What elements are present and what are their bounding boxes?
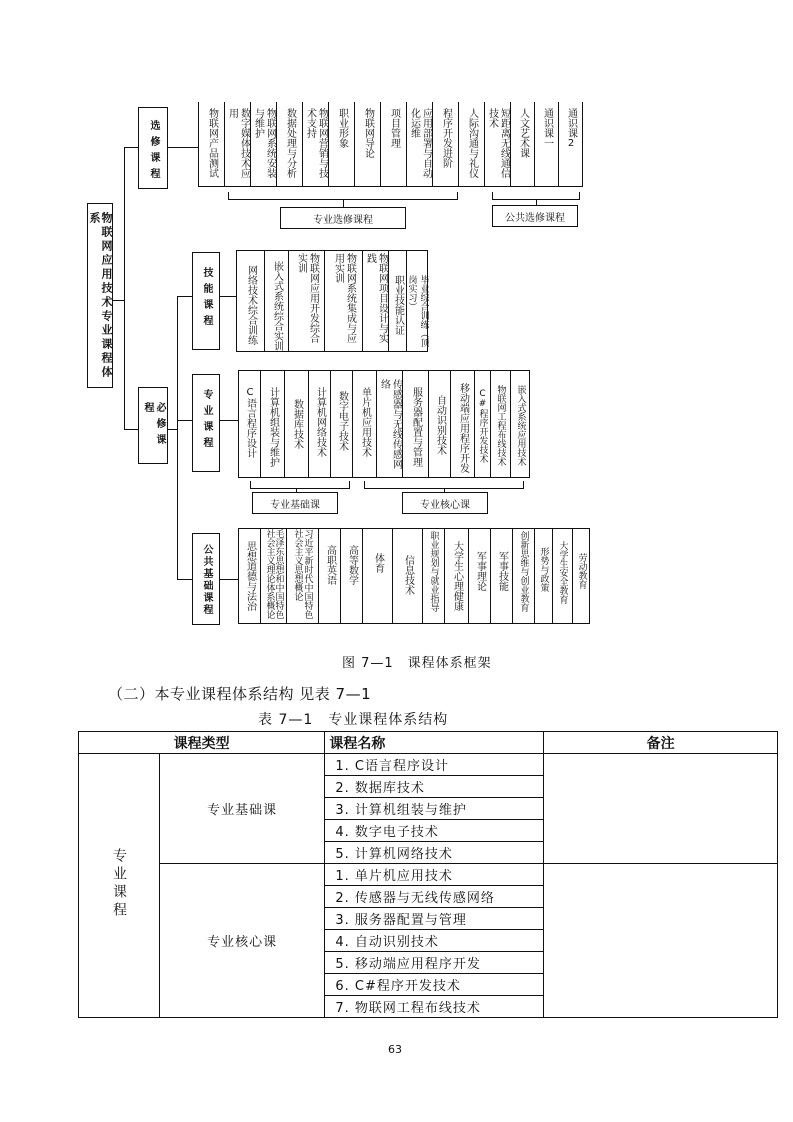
public-course: 毛泽东思想和中国特色社会主义理论体系概论	[264, 529, 284, 619]
elective-course: 物联网产品测试	[206, 108, 218, 178]
public-course: 大学生安全教育	[557, 541, 568, 604]
elective-course: 应用部署与自动化运维	[408, 108, 432, 178]
major-course: 自动识别技术	[434, 395, 446, 455]
major-course: 单片机应用技术	[359, 387, 371, 457]
required-label: 必修课程	[142, 402, 165, 450]
public-course: 体育	[372, 553, 384, 573]
elective-course: 人际沟通与礼仪	[466, 108, 478, 178]
major-course: 嵌入式系统应用技术	[515, 385, 526, 466]
major-course: 服务器配置与管理	[410, 387, 422, 467]
group-cell-core: 专业核心课	[160, 864, 325, 1018]
public-course: 创新思维与创业教育	[518, 531, 529, 612]
elective-label: 选修课程	[148, 120, 159, 184]
category-cell: 专业课程	[79, 754, 160, 1018]
major-course: C#程序开发技术	[477, 389, 488, 463]
elective-course: 项目管理	[388, 108, 400, 148]
course-cell: 6. C#程序开发技术	[325, 974, 544, 996]
course-cell: 1. C语言程序设计	[325, 754, 544, 776]
course-cell: 4. 自动识别技术	[325, 930, 544, 952]
skills-course: 物联网项目设计与实践	[364, 253, 388, 343]
elective-course: 短距离无线通信技术	[486, 108, 510, 178]
public-course: 军事理论	[474, 551, 486, 591]
major-course: 物联网工程布线技术	[495, 385, 506, 466]
course-cell: 7. 物联网工程布线技术	[325, 996, 544, 1018]
major-course: 传感器与无线传感网络	[378, 379, 402, 469]
major-group-basic: 专业基础课	[252, 492, 338, 514]
elective-course: 物联网系统安装与维护	[252, 108, 276, 178]
table-header: 课程名称	[325, 732, 544, 754]
major-course: 计算机网络技术	[314, 387, 326, 457]
public-course: 职业规划与就业指导	[428, 531, 439, 612]
skills-course: 物联网应用开发综合实训	[295, 253, 319, 343]
course-cell: 4. 数字电子技术	[325, 820, 544, 842]
root-label: 物联网应用技术专业课程体系	[88, 212, 113, 380]
elective-group-pro: 专业选修课程	[280, 207, 406, 229]
major-box: 专业课程	[192, 374, 220, 472]
elective-course: 程序开发进阶	[440, 108, 452, 168]
table-row	[79, 864, 778, 886]
elective-course: 职业形象	[336, 108, 348, 148]
elective-course-strip	[198, 102, 583, 187]
remark-cell	[544, 864, 778, 1018]
public-box: 公共基础课程	[192, 533, 220, 625]
elective-course: 数字媒体技术应用	[226, 108, 250, 178]
major-course: C语言程序设计	[244, 387, 256, 458]
table-row	[79, 754, 778, 776]
public-course: 劳动教育	[576, 553, 587, 589]
skills-course: 嵌入式系统综合实训	[271, 261, 283, 351]
public-course: 信息技术	[402, 555, 414, 595]
skills-course: 职业技能认证	[392, 275, 404, 335]
course-structure-table	[78, 731, 778, 1018]
major-course: 计算机组装与维护	[267, 387, 279, 467]
public-course: 形势与政策	[538, 547, 549, 592]
elective-course: 物联网导论	[362, 108, 374, 158]
major-course-strip	[238, 370, 530, 478]
remark-cell	[544, 754, 778, 864]
table-caption: 表 7—1 专业课程体系结构	[258, 712, 449, 728]
major-course: 数字电子技术	[336, 391, 348, 451]
elective-course: 数据处理与分析	[284, 108, 296, 178]
elective-course: 通识课2	[565, 108, 577, 149]
elective-box	[138, 107, 168, 189]
public-course-strip	[238, 528, 590, 624]
skills-course-strip	[236, 250, 428, 352]
course-cell: 5. 计算机网络技术	[325, 842, 544, 864]
table-header: 备注	[544, 732, 778, 754]
table-header-row	[79, 732, 778, 754]
major-course: 移动端应用程序开发	[457, 383, 469, 473]
skills-course: 物联网系统集成与应用实训	[332, 253, 356, 343]
major-group-core: 专业核心课	[402, 492, 488, 514]
section-heading: （二）本专业课程体系结构 见表 7—1	[108, 685, 372, 703]
elective-group-public: 公共选修课程	[492, 205, 578, 227]
figure-caption: 图 7—1 课程体系框架	[342, 656, 492, 671]
course-cell: 2. 数据库技术	[325, 776, 544, 798]
course-cell: 3. 计算机组装与维护	[325, 798, 544, 820]
public-course: 习近平新时代中国特色社会主义思想概论	[292, 529, 313, 619]
page-number: 63	[388, 1043, 402, 1056]
required-box	[138, 387, 168, 464]
public-course: 思想道德与法治	[244, 541, 256, 611]
course-cell: 5. 移动端应用程序开发	[325, 952, 544, 974]
course-cell: 1. 单片机应用技术	[325, 864, 544, 886]
skills-box: 技能课程	[192, 252, 220, 350]
major-course: 数据库技术	[291, 399, 303, 449]
elective-course: 人文艺术课	[517, 108, 529, 158]
skills-course: 网络技术综合训练	[245, 265, 257, 345]
public-course: 大学生心理健康	[451, 541, 463, 611]
root-box	[87, 203, 113, 388]
public-course: 高职英语	[324, 545, 336, 585]
public-course: 高等数学	[346, 545, 358, 585]
course-cell: 2. 传感器与无线传感网络	[325, 886, 544, 908]
public-course: 军事技能	[496, 551, 508, 591]
elective-course: 物联网营销与技术支持	[304, 108, 328, 178]
group-cell-basic: 专业基础课	[160, 754, 325, 864]
skills-course: 毕业综合训练（顶岗实习）	[406, 275, 429, 347]
elective-course: 通识课一	[541, 108, 553, 148]
table-header: 课程类型	[79, 732, 325, 754]
course-cell: 3. 服务器配置与管理	[325, 908, 544, 930]
